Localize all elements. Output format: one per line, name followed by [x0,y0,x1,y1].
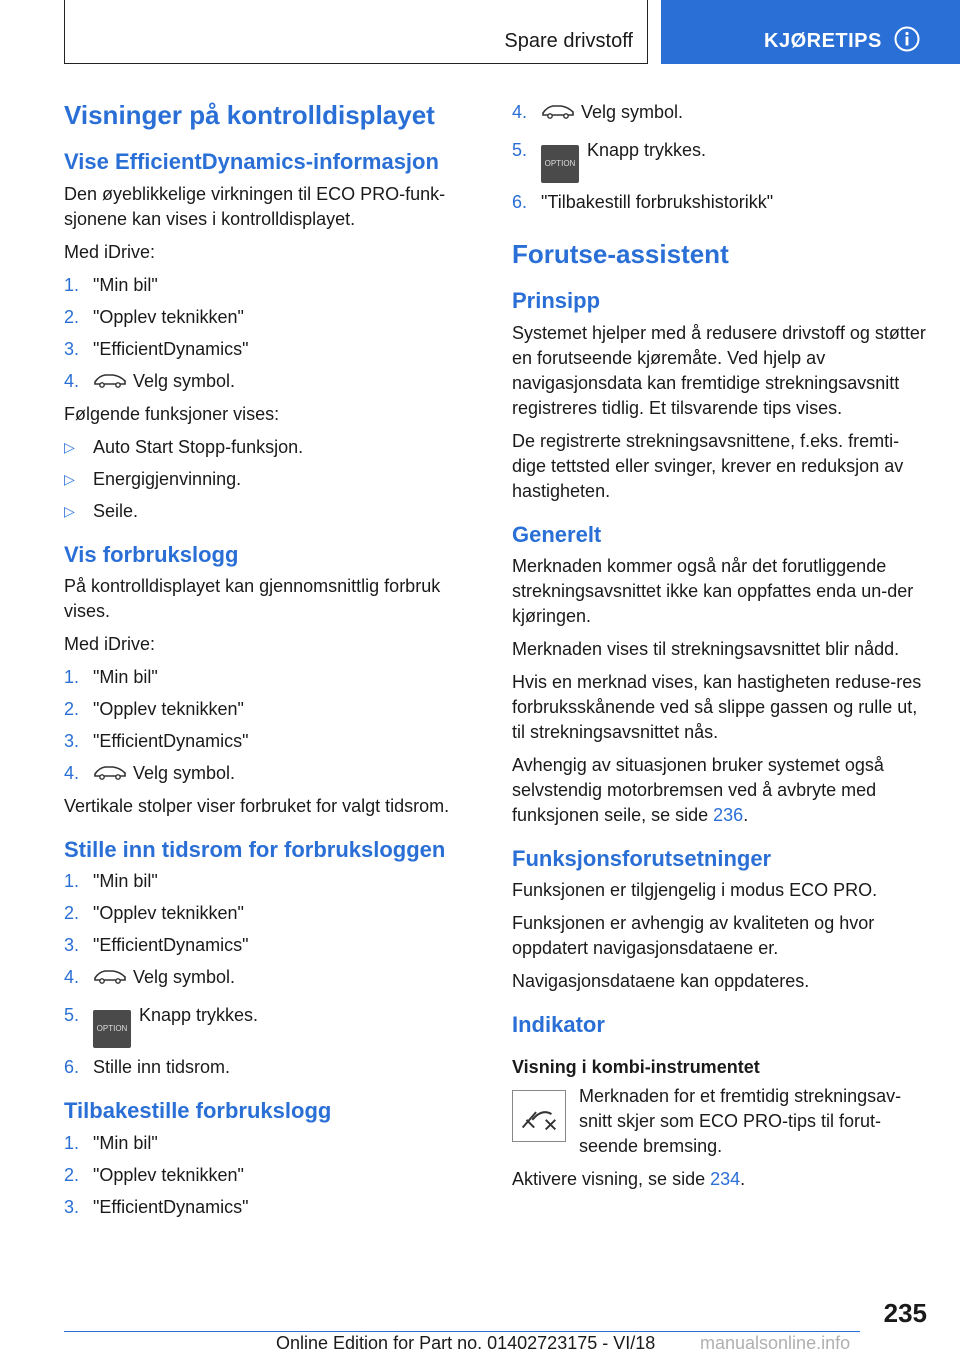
paragraph: Funksjonen er avhengig av kvaliteten og hvor oppdatert navigasjonsdataene er. [512,913,875,959]
list-item: 4. Velg symbol. [512,102,684,122]
paragraph: Med iDrive: [64,633,156,654]
paragraph: Merknaden kommer også når det forutliggende strekningsavsnittet ikke kan oppfattes enda un-der kjøringen. [512,555,914,626]
section-heading: Vise EfficientDynamics-informasjon [64,149,439,175]
paragraph: De registrerte strekningsavsnittene, f.eks. fremti-dige tettsted eller svinger, krever en reduksjon av hastigheten. [512,430,904,501]
list-item: ▷ Seile. [64,500,139,521]
list-item: 4. Velg symbol. [64,967,236,988]
bullet-list [64,435,476,524]
header-section-label: Spare drivstoff [504,30,633,52]
section-heading: Vis forbrukslogg [64,541,239,567]
step-list [64,1131,476,1220]
car-symbol-icon [93,371,127,389]
paragraph: Hvis en merknad vises, kan hastigheten reduse-res forbruksskånende ved så slippe gassen og rulle ut, til strekningsavsnittet nås. [512,671,922,742]
list-item: 1. "Min bil" [64,871,158,892]
list-item: 2. "Opplev teknikken" [64,903,244,924]
list-item: 4. Velg symbol. [64,370,236,391]
paragraph: Navigasjonsdataene kan oppdateres. [512,971,810,992]
paragraph: Aktivere visning, se side 234. [512,1168,746,1189]
list-item: 2. "Opplev teknikken" [64,306,244,327]
list-item: 1. "Min bil" [64,274,158,295]
list-item: 5. OPTIONKnapp trykkes. [512,132,930,183]
page-reference-link[interactable]: 234 [710,1168,741,1189]
indicator-block [512,1084,930,1159]
list-item: 1. "Min bil" [64,1132,158,1153]
paragraph: Vertikale stolper viser forbruket for valgt tidsrom. [64,795,450,816]
section-title: Forutse-assistent [512,239,729,269]
info-icon [894,26,920,52]
section-heading: Stille inn tidsrom for forbruksloggen [64,836,446,862]
paragraph: Den øyeblikkelige virkningen til ECO PRO-funk-sjonene kan vises i kontrolldisplayet. [64,183,446,229]
list-item: 3. "EfficientDynamics" [64,935,249,956]
section-heading: Funksjonsforutsetninger [512,845,772,871]
list-item: 2. "Opplev teknikken" [64,698,244,719]
car-symbol-icon [541,102,575,120]
header-chapter-tab [661,0,960,64]
list-item: 3. "EfficientDynamics" [64,730,249,751]
left-column [64,100,476,1228]
page-reference-link[interactable]: 236 [713,804,744,825]
list-item: 3. "EfficientDynamics" [64,1196,249,1217]
paragraph: Systemet hjelper med å redusere drivstoff og støtter en forutseende kjøremåte. Ved hjelp av navigasjonsdata kan fremtidige strekningsavsnitt registreres tidlig. Et tilsvarende tips vises. [512,322,926,418]
page-number: 235 [883,1298,927,1328]
car-symbol-icon [93,763,127,781]
option-button-icon: OPTION [93,1010,131,1048]
option-button-icon: OPTION [541,145,579,183]
list-item: ▷ Energigjenvinning. [64,468,242,489]
step-list [64,869,476,1080]
footer-edition: Online Edition for Part no. 01402723175 - VI/18 [276,1333,656,1353]
page-title: Visninger på kontrolldisplayet [64,100,435,130]
list-item: ▷ Auto Start Stopp-funksjon. [64,436,304,457]
watermark: manualsonline.info [700,1333,851,1353]
step-list [64,273,476,394]
list-item: 5. OPTIONKnapp trykkes. [64,997,476,1048]
list-item: 3. "EfficientDynamics" [64,338,249,359]
paragraph: På kontrolldisplayet kan gjennomsnittlig forbruk vises. [64,575,441,621]
subheading: Visning i kombi-instrumentet [512,1056,760,1077]
footer-divider [64,1331,860,1332]
list-item: 1. "Min bil" [64,666,158,687]
section-heading: Indikator [512,1012,605,1038]
paragraph: Merknaden vises til strekningsavsnittet blir nådd. [512,638,900,659]
paragraph: Med iDrive: [64,241,156,262]
list-item: 6. "Tilbakestill forbrukshistorikk" [512,192,774,212]
paragraph: Merknaden for et fremtidig strekningsav-snitt skjer som ECO PRO-tips til forut-seende bremsing. [579,1085,902,1156]
list-item: 2. "Opplev teknikken" [64,1164,244,1185]
section-heading: Tilbakestille forbrukslogg [64,1098,332,1124]
paragraph: Følgende funksjoner vises: [64,403,280,424]
right-column [512,100,930,1200]
paragraph: Avhengig av situasjonen bruker systemet også selvstendig motorbremsen ved å avbryte med funksjonen seile, se side 236. [512,754,884,825]
section-heading: Generelt [512,521,602,547]
paragraph: Funksjonen er tilgjengelig i modus ECO PRO. [512,880,878,901]
list-item: 4. Velg symbol. [64,762,236,783]
list-item: 6. Stille inn tidsrom. [64,1057,231,1078]
header-chapter-label: KJØRETIPS [764,30,882,52]
step-list [64,665,476,786]
road-curve-warning-icon [512,1090,566,1142]
header-section-tab [64,0,648,64]
section-heading: Prinsipp [512,288,601,314]
step-list [512,100,930,215]
car-symbol-icon [93,967,127,985]
